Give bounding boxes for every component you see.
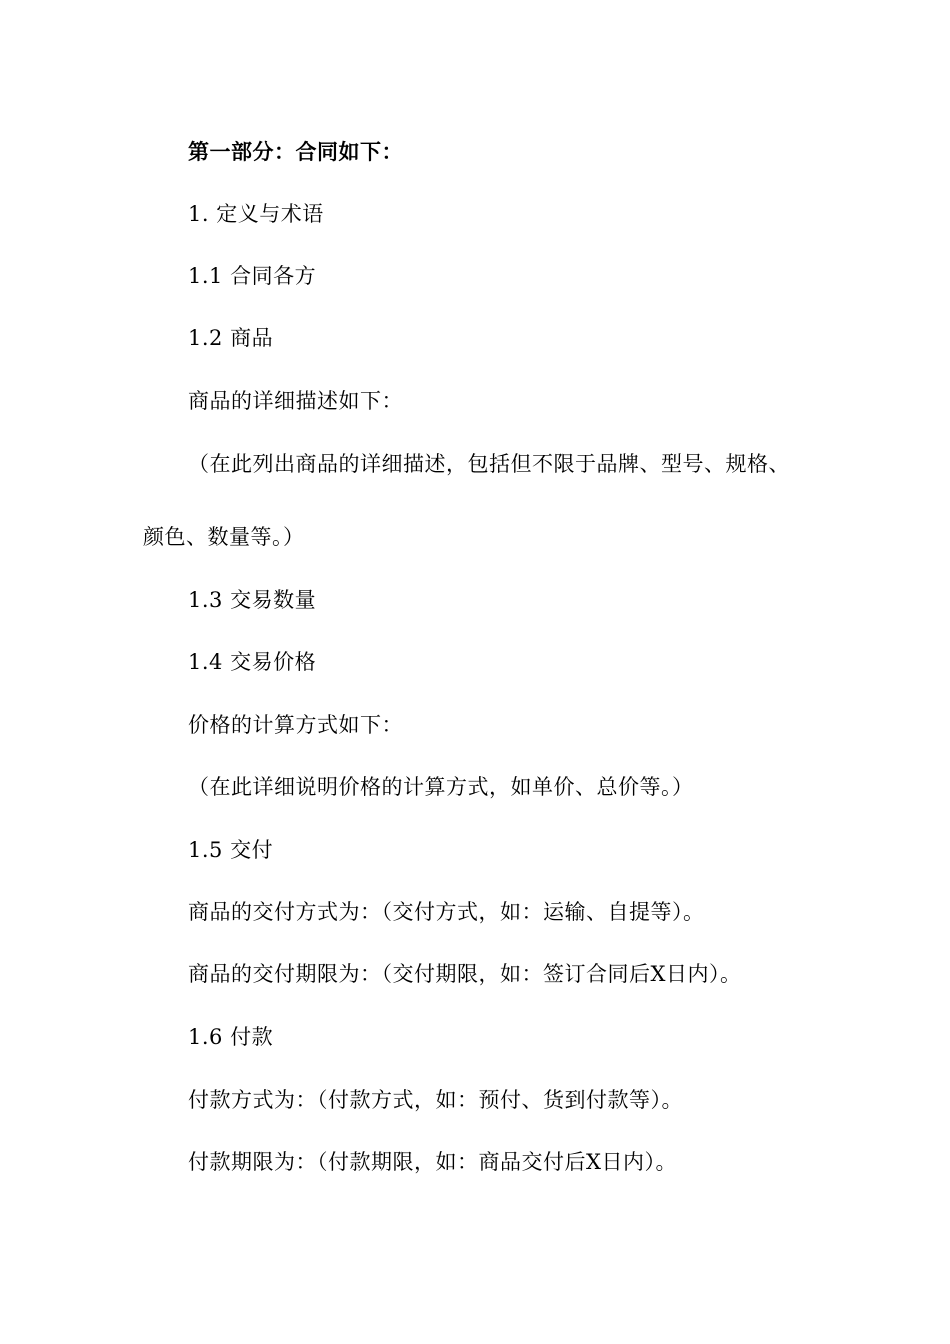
paragraph-text: 付款方式为：（付款方式，如：预付、货到付款等）。 xyxy=(188,1088,683,1112)
paragraph-text: 商品的交付期限为：（交付期限，如：签订合同后X日内）。 xyxy=(188,962,742,986)
clause-1-5-title: 1.5 交付 xyxy=(188,838,274,862)
clause-1-2-title: 1.2 商品 xyxy=(188,326,274,350)
clause-1-1-title: 1.1 合同各方 xyxy=(188,264,317,288)
paragraph-text: 商品的详细描述如下： xyxy=(188,389,403,413)
clause-1-4-title: 1.4 交易价格 xyxy=(188,650,317,674)
clause-1-6-title: 1.6 付款 xyxy=(188,1025,274,1049)
clause-1-3-title: 1.3 交易数量 xyxy=(188,588,317,612)
paragraph-text: 商品的交付方式为：（交付方式，如：运输、自提等）。 xyxy=(188,900,705,924)
paragraph-text: 付款期限为：（付款期限，如：商品交付后X日内）。 xyxy=(188,1150,677,1174)
paragraph-text: 颜色、数量等。） xyxy=(143,525,305,549)
section-heading: 第一部分：合同如下： xyxy=(188,140,403,164)
paragraph-text: 价格的计算方式如下： xyxy=(188,713,403,737)
clause-1-title: 1. 定义与术语 xyxy=(188,202,324,226)
paragraph-text: （在此详细说明价格的计算方式，如单价、总价等。） xyxy=(188,775,694,799)
paragraph-text: （在此列出商品的详细描述，包括但不限于品牌、型号、规格、 xyxy=(188,452,790,476)
